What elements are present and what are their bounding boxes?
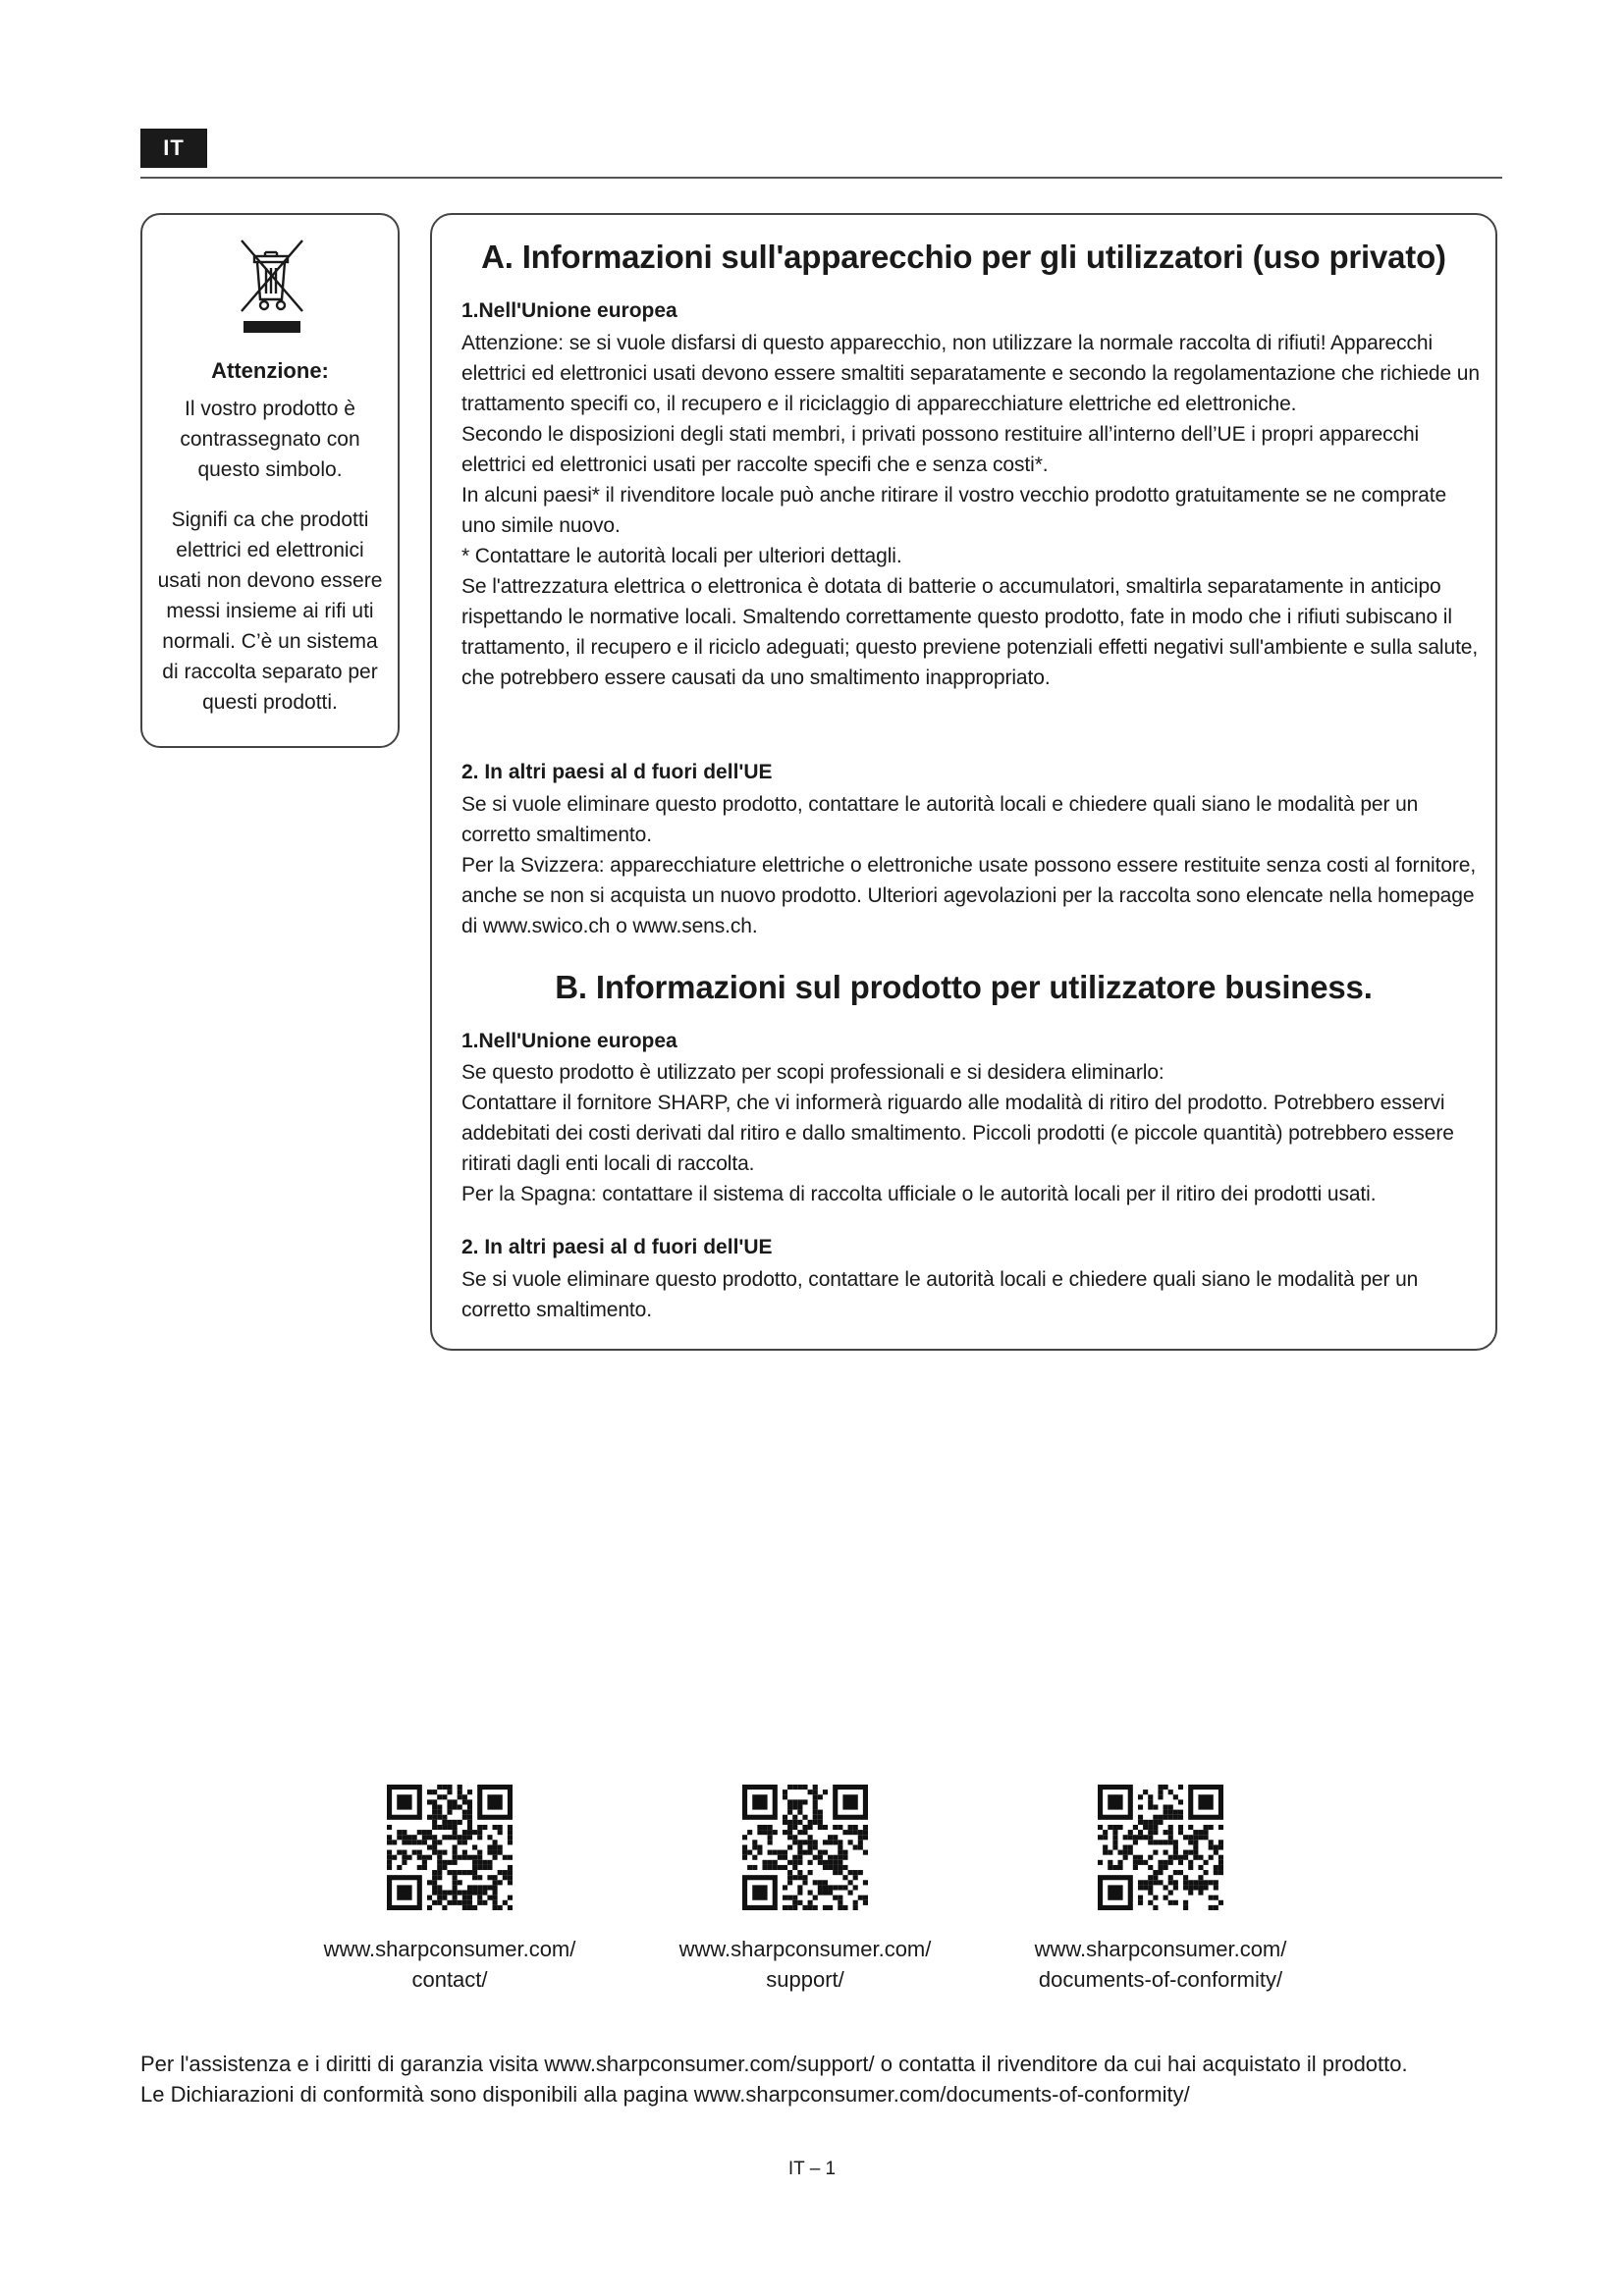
section-a-subheading-eu: 1.Nell'Unione europea <box>461 299 677 322</box>
section-a-title: A. Informazioni sull'apparecchio per gli utilizzatori (uso privato) <box>481 239 1446 275</box>
qr-support <box>658 1785 952 1995</box>
qr-contact <box>302 1785 597 1995</box>
attention-heading: Attenzione: <box>211 358 329 383</box>
qr-contact-url-line1: www.sharpconsumer.com/ <box>323 1937 576 1961</box>
qr-support-url-line2: support/ <box>766 1967 844 1992</box>
qr-conformity-url-line1: www.sharpconsumer.com/ <box>1034 1937 1287 1961</box>
page-number: IT – 1 <box>787 2159 837 2179</box>
crossed-out-wheelie-bin-icon <box>238 237 306 315</box>
qr-support-url-line1: www.sharpconsumer.com/ <box>678 1937 932 1961</box>
section-b-body-eu: Se questo prodotto è utilizzato per scopi professionali e si desidera eliminarlo: Contattare il fornitore SHARP, che vi informerà riguardo alle modalità di ritiro del prodotto. Potrebbero esservi addebitati dei costi derivati dal ritiro e dallo smaltimento. Piccoli prodotti (e piccole quantità) potrebbero essere ritirati dagli enti locali di raccolta. Per la Spagna: contattare il sistema di raccolta ufficiale o le autorità locali per il ritiro dei prodotti usati. <box>461 1061 1454 1205</box>
footer-conformity-note: Le Dichiarazioni di conformità sono disponibili alla pagina www.sharpconsumer.com/documents-of-conformity/ <box>140 2082 1190 2107</box>
disposal-info-box <box>430 213 1497 1351</box>
attention-text-2: Signifi ca che prodotti elettrici ed elettronici usati non devono essere messi insieme ai rifi uti normali. C’è un sistema di raccolta separato per questi prodotti. <box>157 508 383 714</box>
footer-notes <box>140 2049 1495 2109</box>
section-b-subheading-eu: 1.Nell'Unione europea <box>461 1030 677 1052</box>
section-b-subheading-non-eu: 2. In altri paesi al d fuori dell'UE <box>461 1236 773 1258</box>
qr-conformity-url-line2: documents-of-conformity/ <box>1038 1967 1283 1992</box>
section-b-body-non-eu: Se si vuole eliminare questo prodotto, contattare le autorità locali e chiedere quali siano le modalità per un corretto smaltimento. <box>461 1268 1419 1321</box>
qr-conformity <box>1013 1785 1308 1995</box>
section-a-subheading-non-eu: 2. In altri paesi al d fuori dell'UE <box>461 761 773 783</box>
section-a-body-non-eu: Se si vuole eliminare questo prodotto, contattare le autorità locali e chiedere quali siano le modalità per un corretto smaltimento. Per la Svizzera: apparecchiature elettriche o elettroniche usate possono essere restituite senza costi al fornitore, anche se non si acquista un nuovo prodotto. Ulteriori agevolazioni per la raccolta sono elencate nella homepage di www.swico.ch o www.sens.ch. <box>461 793 1477 937</box>
qr-code-icon <box>387 1785 513 1910</box>
attention-text-1: Il vostro prodotto è contrassegnato con questo simbolo. <box>180 398 360 481</box>
qr-code-icon <box>1098 1785 1223 1910</box>
qr-contact-url-line2: contact/ <box>411 1967 488 1992</box>
header-divider <box>140 177 1502 179</box>
language-tab: IT <box>140 129 207 168</box>
section-a-body-eu: Attenzione: se si vuole disfarsi di questo apparecchio, non utilizzare la normale raccolta di rifiuti! Apparecchi elettrici ed elettronici usati devono essere smaltiti separatamente e secondo la regolamentazione che richiede un trattamento specifi co, il recupero e il riciclaggio di apparecchiature elettriche ed elettroniche. Secondo le disposizioni degli stati membri, i privati possono restituire all’interno dell’UE i propri apparecchi elettrici ed elettronici usati per raccolte specifi che e senza costi*. In alcuni paesi* il rivenditore locale può anche ritirare il vostro vecchio prodotto gratuitamente se ne comprate uno simile nuovo. * Contattare le autorità locali per ulteriori dettagli. Se l'attrezzatura elettrica o elettronica è dotata di batterie o accumulatori, smaltirla separatamente in anticipo rispettando le normative locali. Smaltendo correttamente questo prodotto, fate in modo che i rifiuti subiscano il trattamento, il recupero e il riciclo adeguati; questo previene potenziali effetti negativi sull'ambiente e sulla salute, che potrebbero essere causati da uno smaltimento inappropriato. <box>461 332 1480 689</box>
attention-sidebar <box>140 213 400 748</box>
weee-bar-mark <box>244 321 300 333</box>
section-b-title: B. Informazioni sul prodotto per utilizzatore business. <box>555 969 1373 1005</box>
footer-support-note: Per l'assistenza e i diritti di garanzia visita www.sharpconsumer.com/support/ o contatta il rivenditore da cui hai acquistato il prodotto. <box>140 2052 1408 2076</box>
qr-code-icon <box>742 1785 868 1910</box>
